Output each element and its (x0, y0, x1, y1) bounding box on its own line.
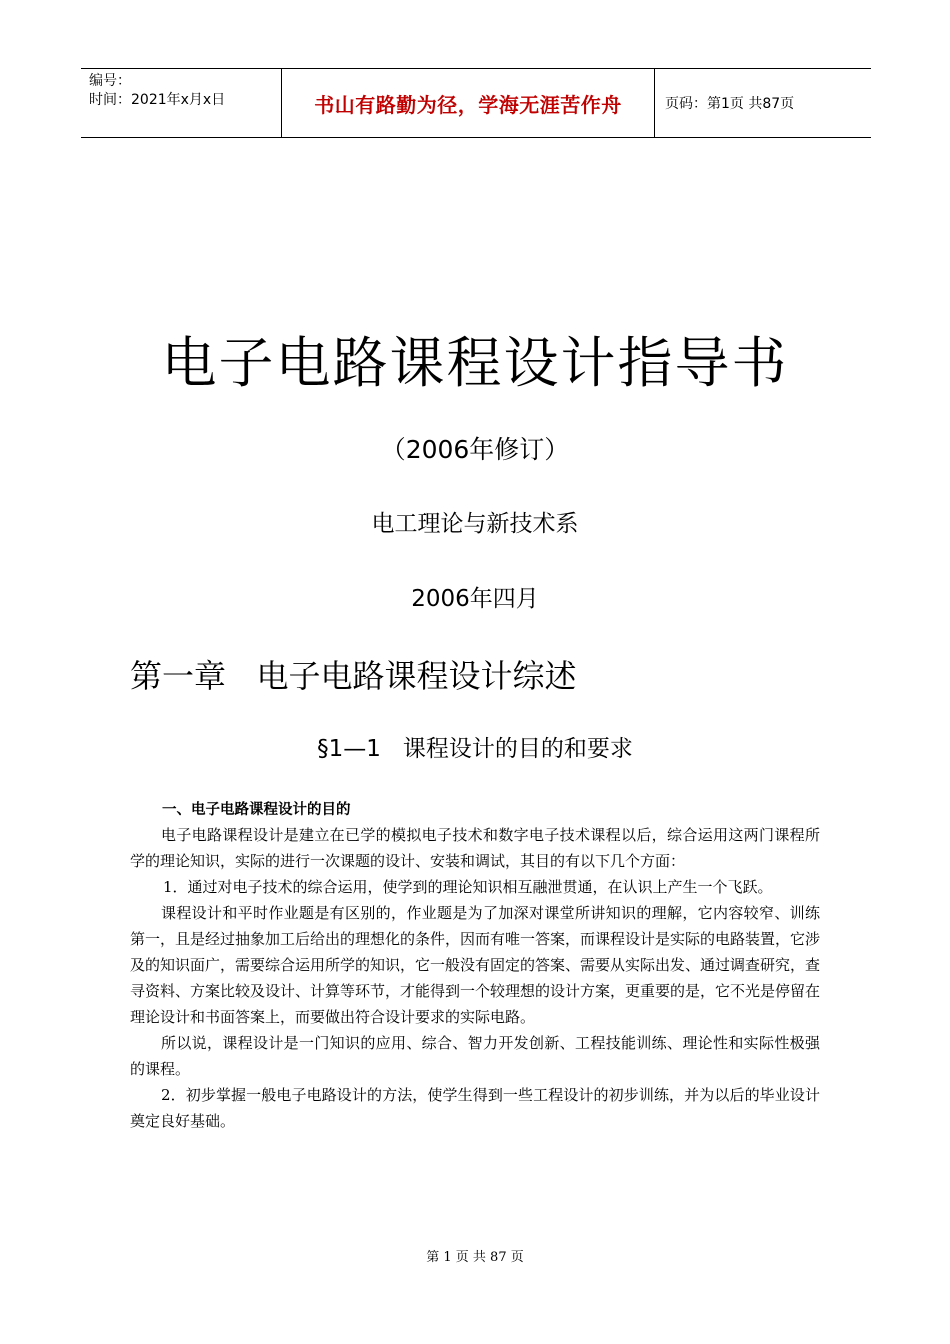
body-content (130, 798, 820, 1134)
page-footer: 第 1 页 共 87 页 (426, 1250, 524, 1265)
paragraph-1: 电子电路课程设计是建立在已学的模拟电子技术和数字电子技术课程以后，综合运用这两门课程所学的理论知识，实际的进行一次课题的设计、安装和调试，其目的有以下几个方面： (130, 826, 820, 870)
motto-text: 书山有路勤为径，学海无涯苦作舟 (314, 92, 622, 117)
department-name: 电工理论与新技术系 (371, 511, 579, 537)
paragraph-3: 所以说，课程设计是一门知识的应用、综合、智力开发创新、工程技能训练、理论性和实际性极强的课程。 (130, 1034, 820, 1078)
content-heading: 一、电子电路课程设计的目的 (162, 802, 351, 818)
chapter-title: 第一章 电子电路课程设计综述 (130, 657, 577, 695)
paragraph-2: 课程设计和平时作业题是有区别的，作业题是为了加深对课堂所讲知识的理解，它内容较窄、训练第一，且是经过抽象加工后给出的理想化的条件，因而有唯一答案，而课程设计是实际的电路装置，它涉及的知识面广，需要综合运用所学的知识，它一般没有固定的答案、需要从实际出发、通过调查研究，查寻资料、方案比较及设计、计算等环节，才能得到一个较理想的设计方案，更重要的是，它不光是停留在理论设计和书面答案上，而要做出符合设计要求的实际电路。 (130, 904, 821, 1026)
header-motto-cell (281, 69, 655, 137)
document-subtitle: （2006年修订） (380, 435, 570, 464)
list-item-2: 2．初步掌握一般电子电路设计的方法，使学生得到一些工程设计的初步训练，并为以后的毕业设计奠定良好基础。 (130, 1086, 820, 1130)
document-date: 2006年四月 (411, 586, 539, 612)
header-page-cell (655, 69, 871, 137)
document-title: 电子电路课程设计指导书 (161, 331, 789, 395)
page-label: 页码：第1页 共87页 (665, 96, 795, 112)
list-item-1: 1．通过对电子技术的综合运用，使学到的理论知识相互融泄贯通，在认识上产生一个飞跃。 (163, 878, 773, 896)
header-left-cell (81, 69, 281, 137)
header-table (81, 68, 871, 138)
section-title: §1—1 课程设计的目的和要求 (317, 736, 633, 762)
number-label: 编号： (89, 73, 131, 89)
time-label: 时间：2021年x月x日 (89, 92, 226, 108)
